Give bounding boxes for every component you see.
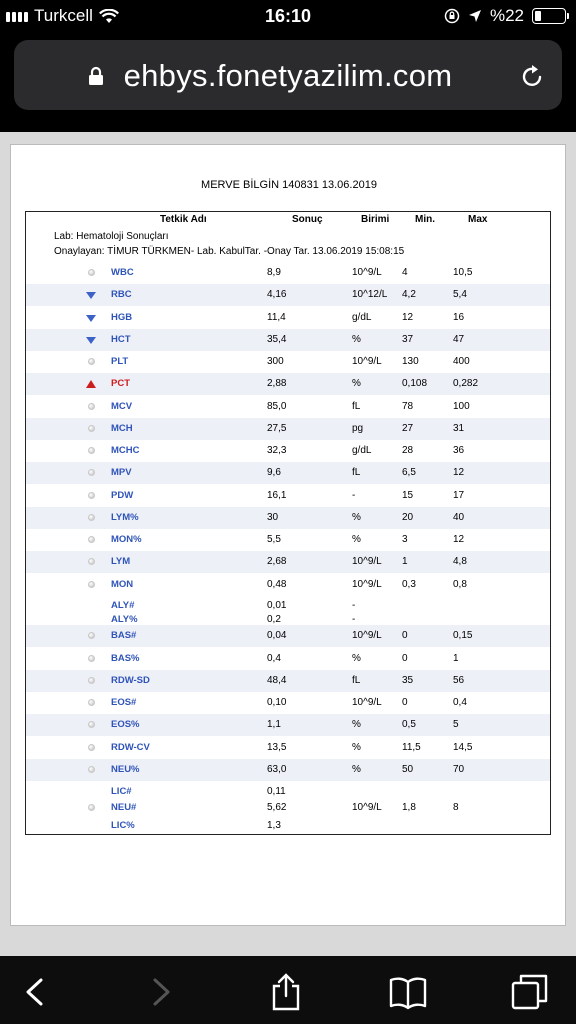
test-code: LYM — [111, 556, 131, 567]
test-code: RDW-SD — [111, 675, 150, 686]
min-value: 11,5 — [402, 742, 421, 753]
normal-dot-icon — [88, 766, 95, 773]
result-value: 30 — [267, 512, 279, 523]
table-row — [26, 262, 550, 284]
max-value: 4,8 — [453, 556, 467, 567]
lab-name: Lab: Hematoloji Sonuçları — [54, 231, 169, 242]
normal-dot-icon — [88, 269, 95, 276]
table-row — [26, 329, 550, 351]
max-value: 8 — [453, 802, 459, 813]
table-row — [26, 737, 550, 759]
result-value: 8,9 — [267, 267, 281, 278]
test-code: RDW-CV — [111, 742, 150, 753]
table-row — [26, 507, 550, 529]
max-value: 0,15 — [453, 630, 473, 641]
result-value: 300 — [267, 356, 284, 367]
reload-icon[interactable] — [518, 62, 546, 90]
result-value: 9,6 — [267, 467, 281, 478]
normal-dot-icon — [88, 469, 95, 476]
result-value: 1,3 — [267, 820, 281, 831]
normal-dot-icon — [88, 447, 95, 454]
max-value: 47 — [453, 334, 465, 345]
normal-dot-icon — [88, 358, 95, 365]
min-value: 15 — [402, 490, 414, 501]
table-row — [26, 418, 550, 440]
unit-value: % — [352, 764, 361, 775]
test-code: BAS% — [111, 653, 140, 664]
table-row — [26, 529, 550, 551]
result-value: 0,2 — [267, 614, 281, 625]
result-value: 2,88 — [267, 378, 287, 389]
unit-value: g/dL — [352, 312, 372, 323]
max-value: 12 — [453, 467, 465, 478]
unit-value: - — [352, 600, 356, 611]
min-value: 78 — [402, 401, 414, 412]
table-row — [26, 714, 550, 736]
result-value: 0,04 — [267, 630, 287, 641]
unit-value: - — [352, 614, 356, 625]
test-code: BAS# — [111, 630, 137, 641]
unit-value: 10^9/L — [352, 267, 382, 278]
test-code: ALY% — [111, 614, 138, 625]
max-value: 400 — [453, 356, 470, 367]
table-row — [26, 574, 550, 596]
table-row — [26, 670, 550, 692]
max-value: 56 — [453, 675, 465, 686]
result-value: 0,48 — [267, 579, 287, 590]
report-title: MERVE BİLGİN 140831 13.06.2019 — [201, 179, 377, 191]
report-page — [10, 144, 566, 926]
test-code: WBC — [111, 267, 134, 278]
min-value: 0 — [402, 630, 408, 641]
max-value: 14,5 — [453, 742, 473, 753]
result-value: 5,62 — [267, 802, 287, 813]
max-value: 31 — [453, 423, 465, 434]
result-value: 0,01 — [267, 600, 287, 611]
low-arrow-icon — [86, 335, 96, 345]
table-row — [26, 373, 550, 395]
min-value: 4 — [402, 267, 408, 278]
test-code: LIC% — [111, 820, 135, 831]
status-right — [444, 6, 566, 26]
unit-value: fL — [352, 401, 361, 412]
normal-dot-icon — [88, 804, 95, 811]
test-code: PCT — [111, 378, 130, 389]
chevron-left-icon[interactable] — [16, 972, 56, 1012]
normal-dot-icon — [88, 558, 95, 565]
table-row — [26, 307, 550, 329]
min-value: 1 — [402, 556, 408, 567]
min-value: 130 — [402, 356, 419, 367]
result-value: 0,11 — [267, 786, 286, 797]
max-value: 0,282 — [453, 378, 479, 389]
test-code: ALY# — [111, 600, 135, 611]
address-bar[interactable] — [14, 40, 562, 110]
normal-dot-icon — [88, 655, 95, 662]
max-value: 5 — [453, 719, 459, 730]
result-value: 27,5 — [267, 423, 287, 434]
test-code: MCH — [111, 423, 133, 434]
test-code: NEU# — [111, 802, 137, 813]
max-value: 0,8 — [453, 579, 467, 590]
table-row — [26, 759, 550, 781]
test-code: PDW — [111, 490, 134, 501]
min-value: 4,2 — [402, 289, 416, 300]
table-row — [26, 351, 550, 373]
max-value: 70 — [453, 764, 465, 775]
min-value: 0,108 — [402, 378, 428, 389]
unit-value: g/dL — [352, 445, 372, 456]
battery-percent: %22 — [489, 6, 524, 25]
unit-value: % — [352, 334, 361, 345]
min-value: 37 — [402, 334, 414, 345]
header-max: Max — [468, 214, 488, 225]
test-code: MON — [111, 579, 134, 590]
result-value: 0,10 — [267, 697, 287, 708]
max-value: 40 — [453, 512, 465, 523]
max-value: 17 — [453, 490, 465, 501]
unit-value: % — [352, 378, 361, 389]
max-value: 12 — [453, 534, 465, 545]
test-code: MPV — [111, 467, 132, 478]
result-value: 32,3 — [267, 445, 287, 456]
min-value: 3 — [402, 534, 408, 545]
test-code: HCT — [111, 334, 131, 345]
max-value: 100 — [453, 401, 470, 412]
table-row — [26, 485, 550, 507]
min-value: 0 — [402, 697, 408, 708]
min-value: 12 — [402, 312, 414, 323]
normal-dot-icon — [88, 677, 95, 684]
normal-dot-icon — [88, 721, 95, 728]
normal-dot-icon — [88, 536, 95, 543]
result-value: 2,68 — [267, 556, 287, 567]
unit-value: fL — [352, 467, 361, 478]
test-code: NEU% — [111, 764, 140, 775]
min-value: 0,3 — [402, 579, 416, 590]
result-value: 16,1 — [267, 490, 287, 501]
unit-value: 10^12/L — [352, 289, 388, 300]
normal-dot-icon — [88, 699, 95, 706]
normal-dot-icon — [88, 581, 95, 588]
browser-toolbar — [0, 956, 576, 1024]
unit-value: % — [352, 742, 361, 753]
table-row — [26, 648, 550, 670]
min-value: 35 — [402, 675, 414, 686]
result-value: 63,0 — [267, 764, 287, 775]
status-bar — [0, 0, 576, 34]
min-value: 0,5 — [402, 719, 416, 730]
result-value: 35,4 — [267, 334, 287, 345]
low-arrow-icon — [86, 290, 96, 300]
result-value: 4,16 — [267, 289, 287, 300]
high-arrow-icon — [86, 379, 96, 389]
max-value: 16 — [453, 312, 465, 323]
unit-value: 10^9/L — [352, 802, 382, 813]
header-min: Min. — [415, 214, 435, 225]
test-code: LIC# — [111, 786, 132, 797]
max-value: 10,5 — [453, 267, 473, 278]
test-code: LYM% — [111, 512, 139, 523]
unit-value: 10^9/L — [352, 630, 382, 641]
unit-value: 10^9/L — [352, 579, 382, 590]
result-value: 11,4 — [267, 312, 286, 323]
unit-value: 10^9/L — [352, 556, 382, 567]
rotation-lock-icon — [444, 8, 460, 24]
normal-dot-icon — [88, 632, 95, 639]
battery-level — [535, 11, 541, 21]
table-row — [26, 462, 550, 484]
test-code: EOS# — [111, 697, 137, 708]
header-result: Sonuç — [292, 214, 323, 225]
unit-value: % — [352, 719, 361, 730]
share-icon[interactable] — [266, 972, 306, 1012]
min-value: 28 — [402, 445, 414, 456]
test-code: RBC — [111, 289, 132, 300]
book-icon[interactable] — [388, 972, 428, 1012]
test-code: MON% — [111, 534, 142, 545]
result-value: 0,4 — [267, 653, 281, 664]
normal-dot-icon — [88, 425, 95, 432]
max-value: 36 — [453, 445, 465, 456]
min-value: 50 — [402, 764, 414, 775]
test-code: MCHC — [111, 445, 140, 456]
chevron-right-icon[interactable] — [140, 972, 180, 1012]
unit-value: % — [352, 534, 361, 545]
result-value: 13,5 — [267, 742, 287, 753]
low-arrow-icon — [86, 313, 96, 323]
carrier-label: Turkcell — [34, 6, 93, 25]
table-row — [26, 692, 550, 714]
min-value: 1,8 — [402, 802, 416, 813]
unit-value: 10^9/L — [352, 697, 382, 708]
result-value: 85,0 — [267, 401, 287, 412]
battery-icon — [532, 8, 566, 24]
unit-value: % — [352, 512, 361, 523]
table-row — [26, 815, 550, 837]
url-text[interactable]: ehbys.fonetyazilim.com — [123, 58, 453, 93]
location-icon — [468, 9, 482, 23]
test-code: HGB — [111, 312, 133, 323]
unit-value: 10^9/L — [352, 356, 382, 367]
clock: 16:10 — [264, 6, 312, 26]
unit-value: - — [352, 490, 356, 501]
min-value: 20 — [402, 512, 414, 523]
min-value: 27 — [402, 423, 414, 434]
normal-dot-icon — [88, 514, 95, 521]
table-row — [26, 625, 550, 647]
result-value: 48,4 — [267, 675, 287, 686]
unit-value: % — [352, 653, 361, 664]
result-value: 1,1 — [267, 719, 281, 730]
max-value: 0,4 — [453, 697, 467, 708]
table-row — [26, 440, 550, 462]
result-value: 5,5 — [267, 534, 281, 545]
header-test: Tetkik Adı — [160, 214, 207, 225]
test-code: MCV — [111, 401, 133, 412]
unit-value: fL — [352, 675, 361, 686]
table-row — [26, 396, 550, 418]
table-row — [26, 284, 550, 306]
tabs-icon[interactable] — [510, 972, 550, 1012]
table-row — [26, 551, 550, 573]
test-code: PLT — [111, 356, 129, 367]
min-value: 0 — [402, 653, 408, 664]
normal-dot-icon — [88, 492, 95, 499]
approval-info: Onaylayan: TİMUR TÜRKMEN- Lab. KabulTar. -Onay Tar. 13.06.2019 15:08:15 — [54, 246, 405, 257]
unit-value: pg — [352, 423, 364, 434]
normal-dot-icon — [88, 403, 95, 410]
results-table — [25, 211, 551, 835]
max-value: 1 — [453, 653, 459, 664]
min-value: 6,5 — [402, 467, 416, 478]
test-code: EOS% — [111, 719, 140, 730]
max-value: 5,4 — [453, 289, 467, 300]
normal-dot-icon — [88, 744, 95, 751]
header-unit: Birimi — [361, 214, 390, 225]
